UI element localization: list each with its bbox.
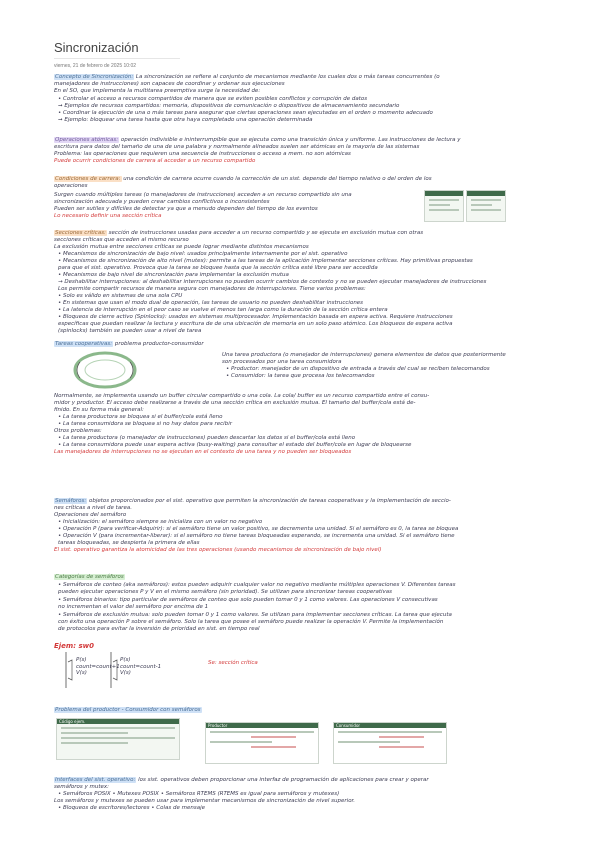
coop-line-3: midor y productor. El acceso debe realizarse a través de una sección crítica en exclusión mutua. El tamaño del buffer/cola está de-: [54, 400, 416, 406]
sync-concept-bullet-2: ➞ Ejemplos de recursos compartidos: memoria, dispositivos de comunicación o dispositivos de almacenamiento secundario: [58, 103, 400, 109]
page-title: Sincronización: [54, 40, 139, 55]
crit-bullet-4: • Mecanismos de bajo nivel de sincronización para implementar la exclusión mutua: [58, 272, 289, 278]
prodcons-consumer-box: Consumidor: [333, 722, 447, 764]
coop-line-5: Otros problemas:: [54, 428, 102, 434]
coop-line-1: Tareas cooperativas: problema productor-consumidor: [55, 341, 204, 347]
coop-desc-2: son procesados por una tarea consumidora: [222, 359, 342, 365]
sem-cat-bullet-1: • Semáforos de conteo (aka semáforos): estos pueden adquirir cualquier valor no negativo mediante múltiples operaciones V. Diferentes tareas: [58, 582, 456, 588]
crit-bullet-12: (spinlocks) también se pueden usar a nivel de tarea: [58, 328, 202, 334]
coop-bullet-2: • La tarea consumidora se bloquea si no hay datos para recibir: [58, 421, 232, 427]
race-line-2: operaciones: [54, 183, 88, 189]
coop-bullet-4: • La tarea consumidora puede usar espera activa (busy-waiting) para consultar el estado del buffer/cola en lugar de bloquearse: [58, 442, 412, 448]
crit-bullet-2: • Mecanismos de sincronización de alto nivel (mutex): permite a las tareas de la aplicación implementar secciones críticas. Hay primitivas propuestas: [58, 258, 473, 264]
ex-line-1: P(s): [76, 657, 87, 663]
ex-line-5: V(s): [120, 670, 131, 676]
sem-bullet-3: • Operación V (para incrementar-liberar): si el semáforo no tiene tareas bloqueadas esperando, se incrementa una unidad. Si el semáforo tiene: [58, 533, 455, 539]
os-iface-term: Interfaces del sist. operativo:: [55, 777, 136, 783]
coop-line-6: Las manejadores de interrupciones no se ejecutan en el contexto de una tarea y no pueden ser bloqueados: [54, 449, 352, 455]
sem-cat-heading: [54, 574, 125, 580]
sem-line-4: El sist. operativo garantiza la atomicidad de las tres operaciones (usando mecanismos de sincronización de bajo nivel): [54, 547, 382, 553]
coop-line-2: Normalmente, se implementa usando un buffer circular compartido o una cola. La cola/ buffer es un recurso compartido entre el consu-: [54, 393, 430, 399]
sem-bullet-1: • Inicialización: el semáforo siempre se inicializa con un valor no negativo: [58, 519, 263, 525]
crit-term: Secciones críticas:: [55, 230, 106, 236]
os-iface-line-3: Los semáforos y mutexes se pueden usar para implementar mecanismos de sincronización de nivel superior.: [54, 798, 356, 804]
sem-cat-bullet-6: con éxito una operación P sobre el semáforo. Solo la tarea que posee el semáforo puede realizar la operación V. Permite la implementación: [58, 619, 444, 625]
sync-concept-bullet-1: • Controlar el acceso a recursos compartidos de manera que se eviten posibles conflictos y corrupción de datos: [58, 96, 368, 102]
example-diagram: [56, 650, 166, 690]
race-term: Condiciones de carrera:: [55, 176, 121, 182]
coop-desc-1: Una tarea productora (o manejador de interrupciones) genera elementos de datos que posteriormente: [222, 352, 506, 358]
sem-bullet-2: • Operación P (para verificar-Adquirir): si el semáforo tiene un valor positivo, se decrementa una unidad. Si el semáforo es 0, la tarea se bloquea: [58, 526, 459, 532]
sem-cat-term: Categorías de semáforos: [55, 574, 124, 580]
prodcons-term: Problema del productor - Consumidor con semáforos: [55, 707, 201, 713]
coop-desc-4: • Consumidor: la tarea que procesa los telecomandos: [226, 373, 375, 379]
os-iface-line-1: Interfaces del sist. operativo: los sist. operativos deben proporcionar una interfaz de programación de aplicaciones para crear y operar: [55, 777, 429, 783]
crit-line-1: Secciones críticas: sección de instrucciones usadas para acceder a un recurso compartido y se ejecuta en exclusión mutua con otras: [55, 230, 424, 236]
os-iface-bullet-2: • Bloqueos de escritores/lectores • Colas de mensaje: [58, 805, 205, 811]
prodcons-code-box: Código ejem.: [56, 718, 180, 760]
sync-concept-bullet-4: ➞ Ejemplo: bloquear una tarea hasta que otra haya completado una operación determinada: [58, 117, 313, 123]
sync-concept-bullet-3: • Coordinar la ejecución de una o más tareas para asegurar que ciertas operaciones sean ejecutadas en el orden o momento adecuado: [58, 110, 433, 116]
race-line-5: Pueden ser sutiles y difíciles de detectar ya que a menudo dependen del tiempo de los eventos: [54, 206, 318, 212]
coop-bullet-3: • La tarea productora (o manejador de instrucciones) pueden descartar los datos si el buffer/cola está lleno: [58, 435, 356, 441]
sem-cat-bullet-2: pueden ejecutar operaciones P y V en el mismo semáforo (sin prioridad). Se utilizan para sincronizar tareas cooperativas: [58, 589, 393, 595]
atomic-ops-line-3: Problema: las operaciones que requieren una secuencia de instrucciones o acceso a mem. no son atómicas: [54, 151, 351, 157]
sem-line-2: nes críticas a nivel de tarea.: [54, 505, 132, 511]
crit-bullet-8: • En sistemas que usan el modo dual de operación, las tareas de usuario no pueden deshabilitar instrucciones: [58, 300, 364, 306]
atomic-ops-line-1: Operaciones atómicas: operación indivisible e ininterrumpible que se ejecuta como una transición única y uniforme. Las instrucciones de lectura y: [55, 137, 461, 143]
sem-cat-bullet-7: de protocolos para evitar la inversión de prioridad en sist. en tiempo real: [58, 626, 260, 632]
crit-bullet-5: → Deshabilitar interrupciones: al deshabilitar interrupciones no pueden ocurrir cambios de contexto y no se pueden ejecutar manejadores de instrucciones: [58, 279, 487, 285]
critical-section-note: Se: sección crítica: [208, 660, 258, 666]
sem-line-1: Semáforos: objetos proporcionados por el sist. operativo que permiten la sincronización de tareas cooperativas y la implementación de seccio-: [55, 498, 451, 504]
race-thumbnail-1: [424, 190, 464, 222]
sync-concept-line-3: En el SO, que implementa la multitarea preemptiva surge la necesidad de:: [54, 88, 261, 94]
ex-line-2: V(s): [76, 670, 87, 676]
crit-bullet-9: • La latencia de interrupción en el peor caso se vuelve el menos tan larga como la duración de la sección crítica entera: [58, 307, 388, 313]
crit-line-3: La exclusión mutua entre secciones críticas se puede lograr mediante distintos mecanismos: [54, 244, 309, 250]
coop-term: Tareas cooperativas:: [55, 341, 113, 347]
sem-term: Semáforos:: [55, 498, 87, 504]
example-label: Ejem: sw0: [54, 642, 94, 650]
crit-bullet-1: • Mecanismos de sincronización de bajo nivel: usados principalmente internamente por el sist. operativo: [58, 251, 348, 257]
race-line-6: Lo necesario definir una sección crítica: [54, 213, 162, 219]
os-iface-bullet-1: • Semáforos POSIX • Mutexes POSIX • Semáforos RTEMS (RTEMS es igual para semáforos y mutexes): [58, 791, 340, 797]
crit-line-2: secciones críticas que acceden al mismo recurso: [54, 237, 189, 243]
crit-bullet-7: • Solo es válido en sistemas de una sola CPU: [58, 293, 183, 299]
atomic-ops-line-2: escritura para datos del tamaño de una de una palabra y normalmente alineados suelen ser atómicas en la mayoría de las sistemas: [54, 144, 420, 150]
os-iface-line-2: semáforos y mutex:: [54, 784, 110, 790]
sem-line-3: Operaciones del semáforo: [54, 512, 127, 518]
sync-concept-line-1: Concepto de Sincronización: La sincronización se refiere al conjunto de mecanismos mediante los cuales dos o más tareas concurrentes (o: [55, 74, 440, 80]
crit-bullet-6: Los permite compartir recursos de manera segura con manejadores de interrupciones. Tiene varios problemas:: [58, 286, 366, 292]
crit-bullet-11: específicas que puedan realizar la lectura y escritura de de una ubicación de memoria en un solo paso atómico. Los bloqueos de espera activa: [58, 321, 453, 327]
atomic-ops-line-4: Puede ocurrir condiciones de carrera al acceder a un recurso compartido: [54, 158, 256, 164]
sync-concept-line-2: manejadores de instrucciones) son capaces de coordinar y ordenar sus ejecuciones: [54, 81, 285, 87]
race-line-4: sincronización adecuada y pueden crear cambios conflictivos o inconsistentes: [54, 199, 270, 205]
ex-line-6: count=count-1: [120, 664, 162, 670]
coop-desc-3: • Productor: manejador de un dispositivo de entrada a través del cual se reciben telecomandos: [226, 366, 490, 372]
sem-bullet-4: tareas bloqueadas, se despierta la primera de ellas: [58, 540, 200, 546]
coop-bullet-1: • La tarea productora se bloquea si el buffer/cola está lleno: [58, 414, 223, 420]
title-underline: [54, 58, 180, 59]
crit-bullet-10: • Bloqueos de cierre activo (Spinlocks): usados en sistemas multiprocesador. Implementación basada en espera activa. Requiere instrucciones: [58, 314, 453, 320]
sem-cat-bullet-3: • Semáforos binarios: tipo particular de semáforos de conteo que solo pueden tomar 0 y 1 como valores. Las operaciones V consecutivas: [58, 597, 438, 603]
prodcons-producer-box: Productor: [205, 722, 319, 764]
sem-cat-bullet-4: no incrementan el valor del semáforo por encima de 1: [58, 604, 209, 610]
crit-bullet-3: para que el sist. operativo. Provoca que la tarea se bloquee hasta que la sección crítica esté libre para ser accedida: [58, 265, 378, 271]
race-thumbnail-2: [466, 190, 506, 222]
circular-buffer-diagram: [70, 350, 140, 390]
race-line-1: Condiciones de carrera: una condición de carrera ocurre cuando la corrección de un sist. depende del tiempo relativo o del orden de los: [55, 176, 432, 182]
ex-line-3: P(s): [120, 657, 131, 663]
race-line-3: Surgen cuando múltiples tareas (o manejadores de instrucciones) acceden a un recurso compartido sin una: [54, 192, 352, 198]
page-date: viernes, 21 de febrero de 2025 10:02: [54, 63, 137, 69]
sem-cat-bullet-5: • Semáforos de exclusión mutua: solo pueden tomar 0 y 1 como valores. Se utilizan para implementar secciones críticas. La tarea que ejecuta: [58, 612, 452, 618]
atomic-ops-term: Operaciones atómicas:: [55, 137, 119, 143]
prodcons-heading: [54, 707, 202, 713]
sync-concept-term: Concepto de Sincronización:: [55, 74, 134, 80]
ex-line-4: count=count+1: [76, 664, 120, 670]
coop-line-4: finido. En su forma más general:: [54, 407, 144, 413]
